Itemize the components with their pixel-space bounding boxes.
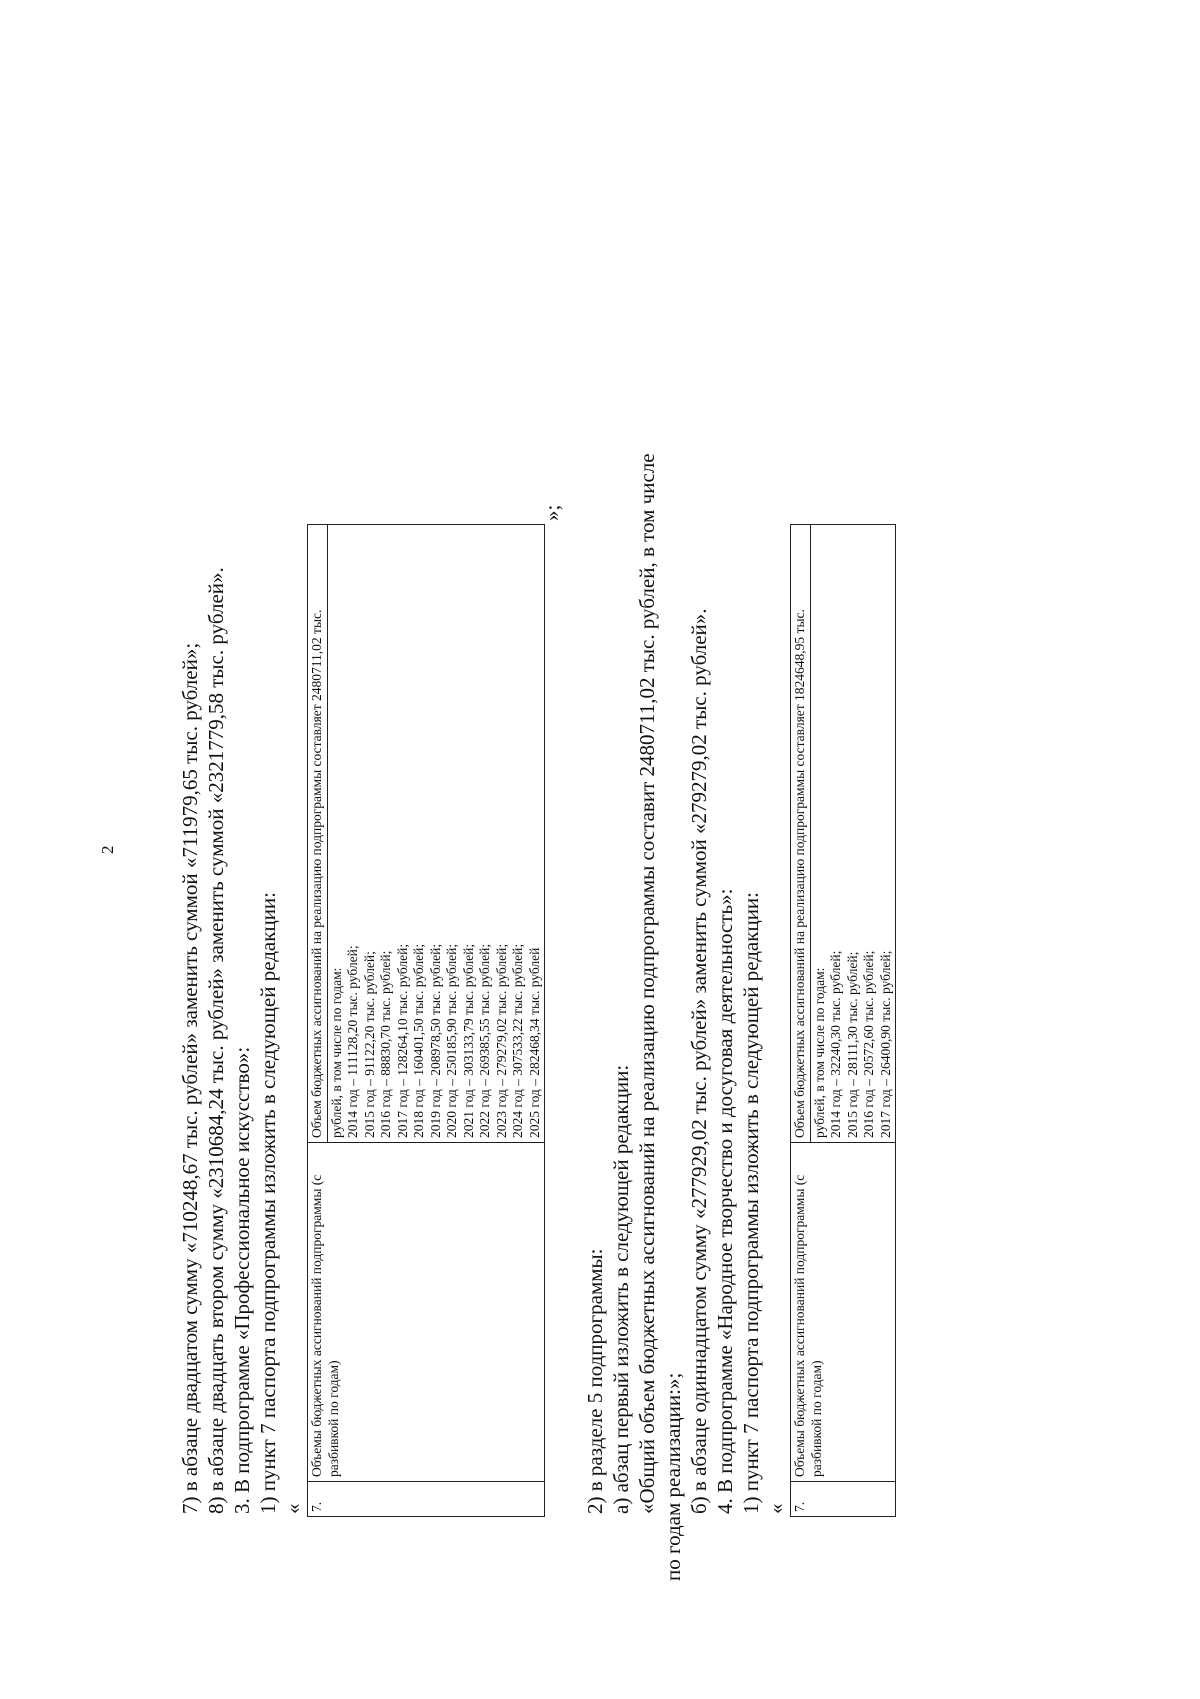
value-line: 2018 год – 160401,50 тыс. рублей; [411,943,426,1138]
passport-table-2 [790,524,896,1517]
section-3-heading: 3. В подпрограмме «Профессиональное искусство»: [230,1046,254,1514]
page-number: 2 [98,845,117,854]
table-cell-value-lines [810,525,896,1143]
value-line: 2023 год – 279279,02 тыс. рублей; [493,943,509,1138]
value-line: 2014 год – 111128,20 тыс. рублей; [345,945,360,1138]
table-cell-label: Объемы бюджетных ассигнований подпрограммы (с разбивкой по годам) [791,1143,896,1482]
value-line: 2019 год – 208978,50 тыс. рублей; [427,943,443,1138]
paragraph-section-3-item-1: 1) пункт 7 паспорта подпрограммы изложить в следующей редакции: [256,891,280,1514]
paragraph-a-text: «Общий объем бюджетных ассигнований на реализацию подпрограммы составит 2480711,02 тыс. рублей, в том числе [635,453,659,1514]
paragraph-a: а) абзац первый изложить в следующей редакции: [609,1064,633,1514]
value-line: рублей, в том числе по годам: [328,967,344,1138]
open-quote-1: « [281,1503,305,1514]
value-line: рублей, в том числе по годам: [811,967,827,1138]
table-cell-value-lines [327,525,545,1143]
paragraph-a-text-cont: по годам реализации:»; [661,1372,685,1581]
value-line: 2017 год – 128264,10 тыс. рублей; [394,943,410,1138]
open-quote-2: « [764,1503,788,1514]
table-cell-value-head: Объем бюджетных ассигнований на реализацию подпрограммы составляет 1824648,95 тыс. [791,525,811,1143]
paragraph-7: 7) в абзаце двадцатом сумму «710248,67 тыс. рублей» заменить суммой «711979,65 тыс. рублей»; [178,642,202,1514]
value-line: 2016 год – 20572,60 тыс. рублей; [861,950,876,1138]
paragraph-b: б) в абзаце одиннадцатом сумму «277929,02 тыс. рублей» заменить суммой «279279,02 тыс. рублей». [687,608,711,1514]
value-line: 2017 год – 26400,90 тыс. рублей; [877,950,893,1138]
table-cell-number: 7. [791,1482,896,1517]
table-cell-value-head: Объем бюджетных ассигнований на реализацию подпрограммы составляет 2480711,02 тыс. [308,525,328,1143]
value-line: 2024 год – 307533,22 тыс. рублей; [510,943,525,1138]
value-line: 2022 год – 269385,55 тыс. рублей; [477,943,492,1138]
value-line: 2016 год – 88830,70 тыс. рублей; [378,950,393,1138]
value-line: 2020 год – 250185,90 тыс. рублей; [444,943,459,1138]
section-4-heading: 4. В подпрограмме «Народное творчество и досуговая деятельность»: [713,888,737,1514]
value-line: 2014 год – 32240,30 тыс. рублей; [828,950,843,1138]
paragraph-8: 8) в абзаце двадцать втором сумму «2310684,24 тыс. рублей» заменить суммой «2321779,58 тыс. рублей». [204,567,228,1514]
close-quote-1: »; [540,504,564,521]
value-line: 2021 год – 303133,79 тыс. рублей; [460,943,476,1138]
value-line: 2015 год – 91122,20 тыс. рублей; [361,951,377,1138]
table-row [791,525,811,1517]
value-line: 2015 год – 28111,30 тыс. рублей; [844,951,860,1138]
table-cell-number: 7. [308,1482,545,1517]
table-cell-label: Объемы бюджетных ассигнований подпрограммы (с разбивкой по годам) [308,1143,545,1482]
table-row [308,525,328,1517]
passport-table-1 [307,524,545,1517]
paragraph-section-4-item-1: 1) пункт 7 паспорта подпрограммы изложить в следующей редакции: [739,891,763,1514]
value-line: 2025 год – 282468,34 тыс. рублей [526,947,542,1138]
paragraph-section-5: 2) в разделе 5 подпрограммы: [583,1248,607,1514]
